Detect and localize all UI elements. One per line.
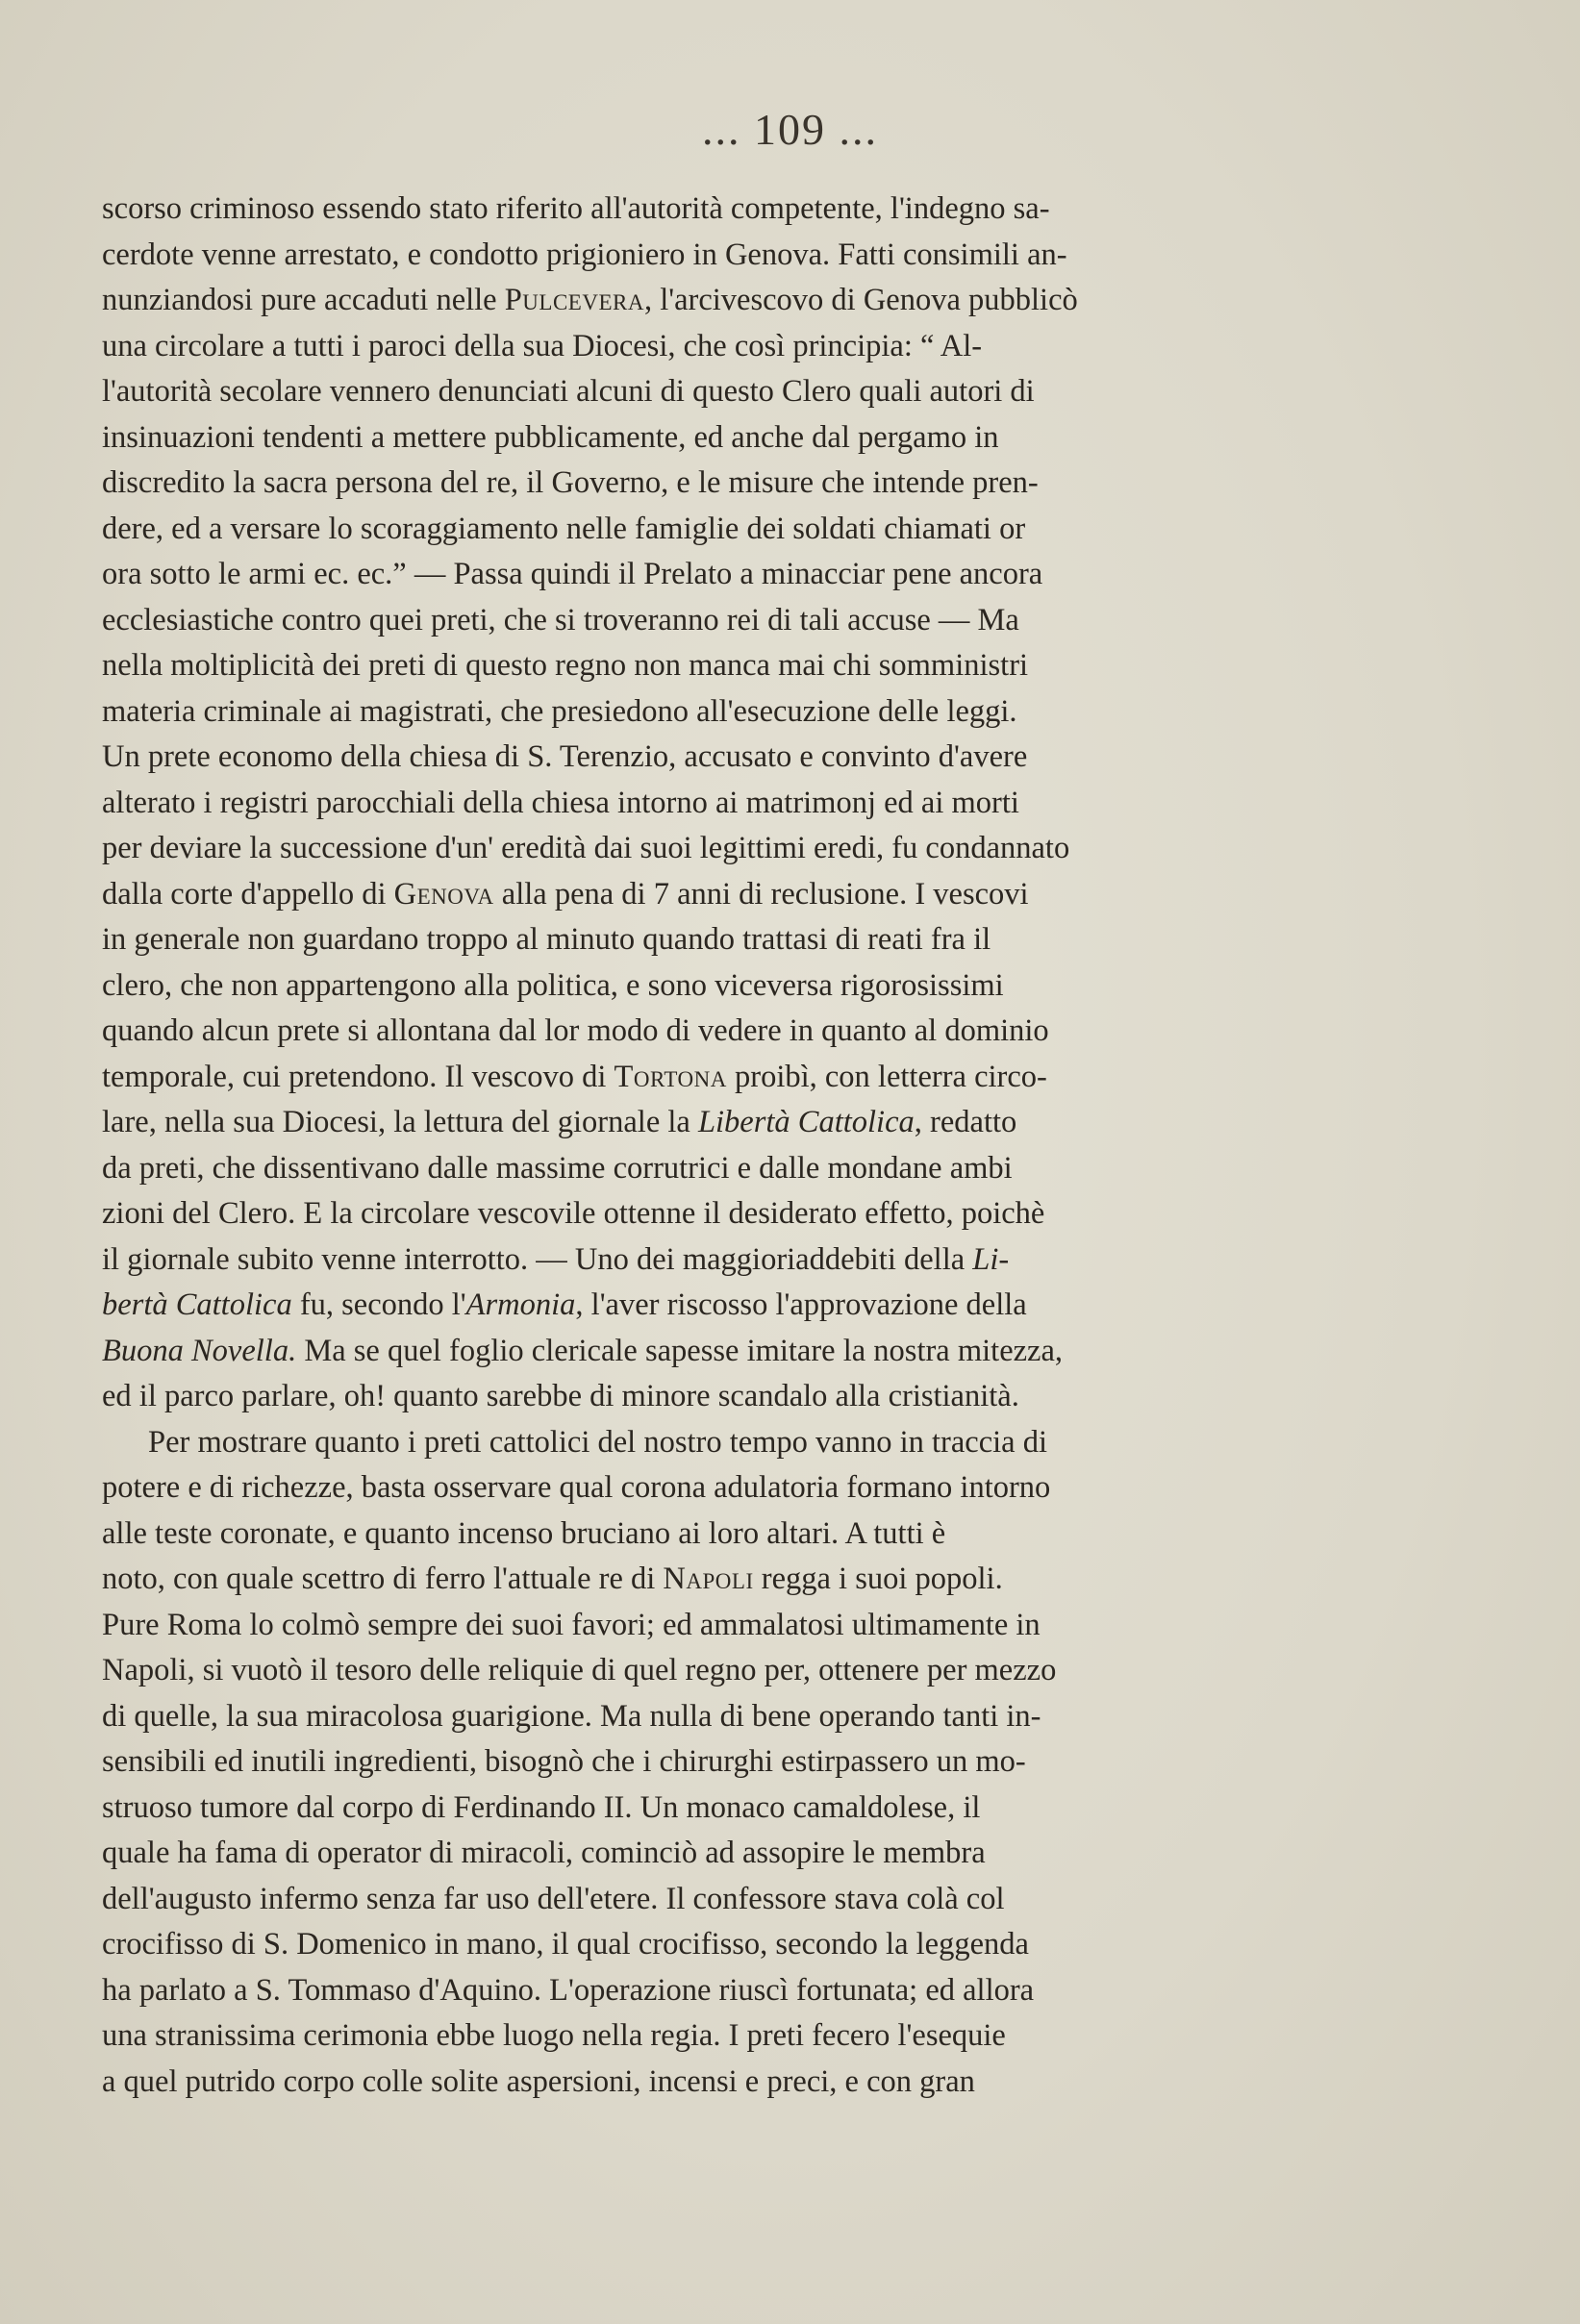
text-line bbox=[102, 781, 1254, 827]
text-line bbox=[102, 1374, 1254, 1420]
text-line bbox=[102, 507, 1254, 553]
text-run: dell'augusto infermo senza far uso dell'etere. Il confessore stava colà col bbox=[102, 1881, 1005, 1916]
page-number: ... 109 ... bbox=[702, 105, 878, 154]
text-line bbox=[102, 643, 1254, 689]
text-line bbox=[102, 1283, 1254, 1329]
text-run: alle teste coronate, e quanto incenso bruciano ai loro altari. A tutti è bbox=[102, 1515, 946, 1551]
text-line bbox=[102, 187, 1254, 233]
text-run: nunziandosi pure accaduti nelle bbox=[102, 283, 505, 317]
text-run: discredito la sacra persona del re, il Governo, e le misure che intende pren- bbox=[102, 465, 1039, 500]
text-run: alterato i registri parocchiali della chiesa intorno ai matrimonj ed ai morti bbox=[102, 785, 1019, 820]
text-run: ecclesiastiche contro quei preti, che si troveranno rei di tali accuse — Ma bbox=[102, 602, 1019, 637]
italic-title: Li- bbox=[972, 1241, 1010, 1277]
text-line bbox=[102, 689, 1254, 736]
text-run: da preti, che dissentivano dalle massime corrutrici e dalle mondane ambi bbox=[102, 1150, 1013, 1186]
text-run: Napoli, si vuotò il tesoro delle reliquie di quel regno per, ottenere per mezzo bbox=[102, 1653, 1057, 1687]
text-run: per deviare la successione d'un' eredità dai suoi legittimi eredi, fu condannato bbox=[102, 831, 1070, 865]
text-line bbox=[102, 1146, 1254, 1192]
text-run: una circolare a tutti i paroci della sua Diocesi, che così principia: “ Al- bbox=[102, 328, 983, 363]
text-run: insinuazioni tendenti a mettere pubblicamente, ed anche dal pergamo in bbox=[102, 419, 999, 455]
text-line bbox=[102, 2013, 1254, 2060]
text-run: Pure Roma lo colmò sempre dei suoi favori; ed ammalatosi ultimamente in bbox=[102, 1607, 1041, 1642]
text-run: in generale non guardano troppo al minuto quando trattasi di reati fra il bbox=[102, 922, 991, 957]
text-run: Per mostrare quanto i preti cattolici del nostro tempo vanno in traccia di bbox=[148, 1424, 1047, 1460]
text-line bbox=[102, 1922, 1254, 1968]
text-line bbox=[102, 1055, 1254, 1101]
text-run: sensibili ed inutili ingredienti, bisognò che i chirurghi estirpassero un mo- bbox=[102, 1744, 1026, 1779]
text-run: una stranissima cerimonia ebbe luogo nella regia. I preti fecero l'esequie bbox=[102, 2018, 1006, 2053]
text-run: zioni del Clero. E la circolare vescovile ottenne il desiderato effetto, poichè bbox=[102, 1196, 1045, 1231]
text-run: l'autorità secolare vennero denunciati alcuni di questo Clero quali autori di bbox=[102, 374, 1035, 409]
text-run: il giornale subito venne interrotto. — Uno dei maggioriaddebiti della bbox=[102, 1241, 973, 1277]
text-line bbox=[102, 963, 1254, 1010]
text-run: proibì, con letterra circo- bbox=[726, 1059, 1047, 1094]
text-line bbox=[102, 1100, 1254, 1146]
text-run: fu, secondo l' bbox=[291, 1287, 466, 1322]
text-line bbox=[102, 552, 1254, 598]
text-run: clero, che non appartengono alla politica, e sono viceversa rigorosissimi bbox=[102, 967, 1004, 1003]
text-run: Un prete economo della chiesa di S. Terenzio, accusato e convinto d'avere bbox=[102, 739, 1028, 774]
text-run: dere, ed a versare lo scoraggiamento nelle famiglie dei soldati chiamati or bbox=[102, 511, 1026, 546]
text-line bbox=[102, 735, 1254, 781]
text-line bbox=[102, 324, 1254, 370]
text-line bbox=[102, 1648, 1254, 1694]
text-run: scorso criminoso essendo stato riferito all'autorità competente, l'indegno sa- bbox=[102, 191, 1050, 226]
text-run: alla pena di 7 anni di reclusione. I vescovi bbox=[493, 876, 1029, 912]
text-line bbox=[102, 1009, 1254, 1055]
text-line bbox=[102, 1877, 1254, 1923]
text-line bbox=[102, 1831, 1254, 1877]
text-line bbox=[102, 1694, 1254, 1740]
text-line bbox=[102, 1603, 1254, 1649]
text-run: ora sotto le armi ec. ec.” — Passa quindi il Prelato a minacciar pene ancora bbox=[102, 557, 1043, 591]
text-run: crocifisso di S. Domenico in mano, il qual crocifisso, secondo la leggenda bbox=[102, 1927, 1029, 1962]
text-run: dalla corte d'appello di bbox=[102, 876, 394, 912]
text-line bbox=[102, 2060, 1254, 2106]
text-run: ed il parco parlare, oh! quanto sarebbe di minore scandalo alla cristianità. bbox=[102, 1379, 1019, 1413]
text-line bbox=[102, 1739, 1254, 1786]
text-line bbox=[102, 415, 1254, 462]
text-line bbox=[102, 1557, 1254, 1603]
text-run: , l'arcivescovo di Genova pubblicò bbox=[643, 283, 1078, 317]
text-run: temporale, cui pretendono. Il vescovo di bbox=[102, 1059, 614, 1094]
italic-title: Buona Novella. bbox=[102, 1333, 297, 1368]
text-run: materia criminale ai magistrati, che presiedono all'esecuzione delle leggi. bbox=[102, 693, 1017, 729]
place-name: Napoli bbox=[663, 1562, 754, 1596]
text-line bbox=[102, 278, 1254, 324]
text-run: , l'aver riscosso l'approvazione della bbox=[575, 1287, 1027, 1322]
text-run: noto, con quale scettro di ferro l'attuale re di bbox=[102, 1562, 664, 1596]
place-name: Tortona bbox=[614, 1059, 727, 1094]
text-line bbox=[102, 1465, 1254, 1512]
text-run: cerdote venne arrestato, e condotto prigioniero in Genova. Fatti consimili an- bbox=[102, 237, 1067, 272]
text-run: ha parlato a S. Tommaso d'Aquino. L'operazione riuscì fortunata; ed allora bbox=[102, 1972, 1035, 2008]
italic-title: Libertà Cattolica bbox=[697, 1105, 915, 1139]
text-line bbox=[102, 1329, 1254, 1375]
text-run: struoso tumore dal corpo di Ferdinando II. Un monaco camaldolese, il bbox=[102, 1789, 981, 1825]
text-run: nella moltiplicità dei preti di questo regno non manca mai chi somministri bbox=[102, 648, 1029, 683]
body-text bbox=[102, 187, 1254, 2105]
text-run: lare, nella sua Diocesi, la lettura del giornale la bbox=[102, 1105, 698, 1139]
text-run: a quel putrido corpo colle solite aspersioni, incensi e preci, e con gran bbox=[102, 2063, 975, 2099]
text-line bbox=[102, 1968, 1254, 2014]
text-run: quale ha fama di operator di miracoli, cominciò ad assopire le membra bbox=[102, 1836, 986, 1870]
text-run: , redatto bbox=[914, 1105, 1017, 1139]
italic-title: bertà Cattolica bbox=[102, 1287, 292, 1322]
text-line bbox=[102, 1191, 1254, 1237]
text-line bbox=[102, 233, 1254, 279]
place-name: Pulcevera bbox=[504, 283, 644, 317]
text-line bbox=[102, 1237, 1254, 1284]
text-line bbox=[102, 369, 1254, 415]
text-line bbox=[102, 461, 1254, 507]
text-line bbox=[102, 598, 1254, 644]
text-run: quando alcun prete si allontana dal lor modo di vedere in quanto al dominio bbox=[102, 1013, 1049, 1048]
text-run: regga i suoi popoli. bbox=[753, 1562, 1003, 1596]
text-line bbox=[102, 1420, 1254, 1466]
text-run: Ma se quel foglio clericale sapesse imitare la nostra mitezza, bbox=[296, 1333, 1064, 1368]
italic-title: Armonia bbox=[465, 1287, 576, 1322]
place-name: Genova bbox=[393, 876, 494, 912]
text-line bbox=[102, 872, 1254, 918]
text-run: potere e di richezze, basta osservare qual corona adulatoria formano intorno bbox=[102, 1470, 1051, 1505]
text-line bbox=[102, 1512, 1254, 1558]
text-run: di quelle, la sua miracolosa guarigione. Ma nulla di bene operando tanti in- bbox=[102, 1698, 1041, 1734]
text-line bbox=[102, 1786, 1254, 1832]
text-line bbox=[102, 917, 1254, 963]
text-line bbox=[102, 826, 1254, 872]
